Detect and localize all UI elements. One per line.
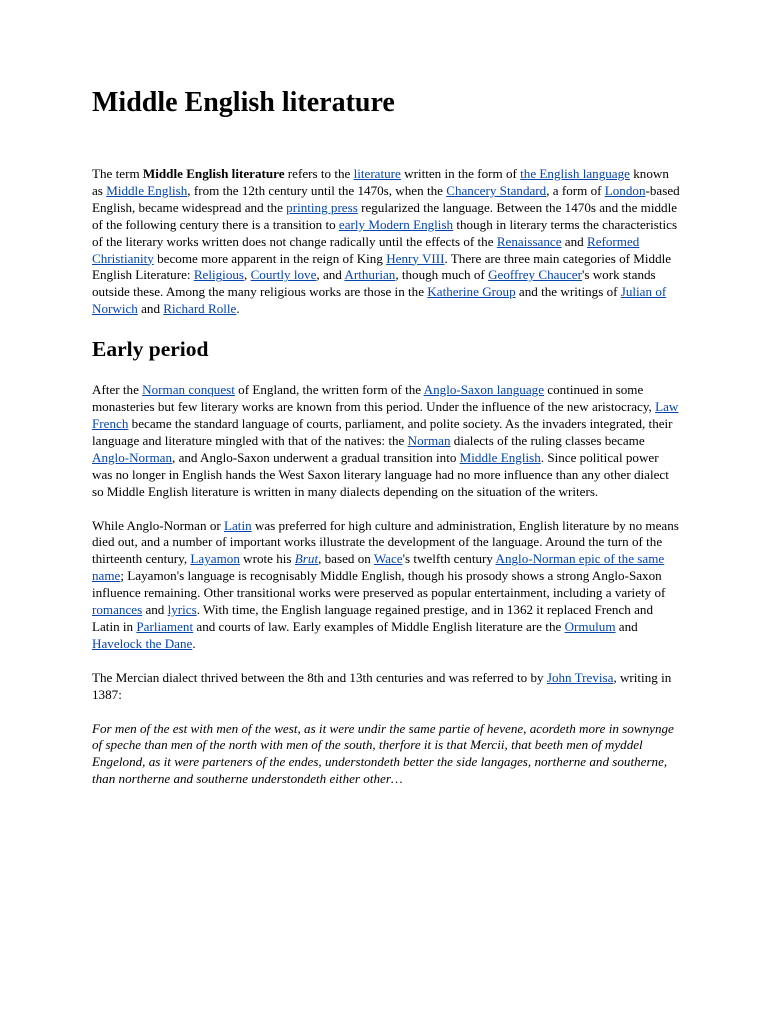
intro-paragraph [92, 166, 682, 318]
link-courtly-love[interactable]: Courtly love [250, 267, 317, 283]
text-run: known as [92, 166, 669, 198]
text-run: The Mercian dialect thrived between the 8th and 13th centuries and was referred to by [92, 669, 547, 685]
early-period-paragraph-1 [92, 382, 682, 500]
link-romances[interactable]: romances [92, 602, 143, 618]
article-body [92, 85, 682, 805]
text-run: 's twelfth century [402, 551, 496, 567]
text-run: . [236, 301, 240, 317]
text-run: -based English, became widespread and the [92, 182, 680, 215]
link-parliament[interactable]: Parliament [136, 618, 194, 634]
trevisa-quote: For men of the est with men of the west, as it were undir the same partie of hevene, acordeth more in sownynge of speche than men of the north with men of the south, therfore it is that Mercii, that beeth men of myddel Engelond, as it were parteners of the endes, understondeth better the side langages, northerne and southerne, than northerne and southerne understondeth either other… [92, 720, 674, 787]
link-lyrics[interactable]: lyrics [167, 602, 197, 618]
text-run: wrote his [239, 551, 295, 567]
link-norman-conquest[interactable]: Norman conquest [142, 382, 235, 398]
link-henry-viii[interactable]: Henry VIII [386, 250, 445, 266]
text-run: and [615, 618, 638, 634]
link-geoffrey-chaucer[interactable]: Geoffrey Chaucer [488, 267, 582, 283]
link-anglo-norman[interactable]: Anglo-Norman [92, 449, 173, 465]
text-run: dialects of the ruling classes became [450, 432, 645, 448]
mercian-paragraph [92, 670, 682, 704]
text-run: continued in some monasteries but few literary works are known from this period. Under the influence of the new aristocracy, [92, 382, 656, 415]
page-title: Middle English literature [92, 87, 395, 118]
text-run: and courts of law. Early examples of Middle English literature are the [193, 618, 565, 634]
link-middle-english[interactable]: Middle English [459, 449, 541, 465]
text-run: though in literary terms the characteristics of the literary works written does not change radically until the effects of the [92, 216, 678, 249]
early-period-paragraph-2 [92, 518, 682, 653]
text-run: and the writings of [515, 284, 621, 300]
link-wace[interactable]: Wace [373, 551, 403, 567]
link-richard-rolle[interactable]: Richard Rolle [163, 301, 237, 317]
text-run: . [192, 635, 196, 651]
text-run: . Since political power was no longer in English hands the West Saxon literary language had no more influence than any other dialect so Middle English literature is written in many dialects depending on the situation of the writers. [92, 449, 669, 499]
text-run: The term [92, 166, 143, 181]
link-havelock-the-dane[interactable]: Havelock the Dane [92, 635, 193, 651]
link-anglo-saxon-language[interactable]: Anglo-Saxon language [423, 382, 545, 398]
link-arthurian[interactable]: Arthurian [344, 267, 396, 283]
link-anglo-norman-epic[interactable]: Anglo-Norman epic of the same name [92, 551, 665, 584]
link-law-french[interactable]: Law French [92, 399, 679, 431]
text-run: , and [316, 267, 345, 283]
bold-term: Middle English literature [142, 166, 285, 181]
text-run: refers to the [284, 166, 354, 181]
text-run: , though much of [395, 267, 489, 283]
text-run: . There are three main categories of Middle English Literature: [92, 250, 672, 283]
text-run: , based on [318, 551, 374, 567]
link-layamon[interactable]: Layamon [190, 551, 240, 567]
text-run: become more apparent in the reign of King [153, 250, 387, 266]
text-run: , and Anglo-Saxon underwent a gradual transition into [172, 449, 460, 465]
link-katherine-group[interactable]: Katherine Group [427, 284, 516, 300]
text-run: . With time, the English language regained prestige, and in 1362 it replaced French and Latin in [92, 602, 654, 634]
text-run: , from the 12th century until the 1470s, when the [187, 182, 447, 198]
text-run: and [142, 602, 168, 618]
text-run: and [561, 233, 587, 249]
link-middle-english[interactable]: Middle English [106, 182, 188, 198]
text-run: While Anglo-Norman or [92, 517, 224, 533]
link-julian-of-norwich[interactable]: Julian of Norwich [92, 284, 667, 317]
text-run: written in the form of [400, 166, 521, 181]
link-chancery-standard[interactable]: Chancery Standard [446, 182, 547, 198]
text-run: and [137, 301, 164, 317]
link-literature[interactable]: literature [353, 166, 401, 181]
section-heading-early-period: Early period [92, 337, 209, 362]
text-run: , [244, 267, 251, 283]
link-the-english-language[interactable]: the English language [520, 166, 630, 181]
text-run: , a form of [546, 182, 605, 198]
text-run: , writing in 1387: [92, 669, 672, 702]
text-run: 's work stands outside these. Among the many religious works are those in the [92, 267, 656, 300]
link-brut[interactable]: Brut [294, 551, 319, 567]
text-run: ; Layamon's language is recognisably Middle English, though his prosody shows a strong Anglo-Saxon influence remaining. Other transitional works were preserved as popular entertainment, including a variety of [92, 568, 666, 601]
link-renaissance[interactable]: Renaissance [496, 233, 562, 249]
text-run: of England, the written form of the [234, 382, 424, 398]
link-norman[interactable]: Norman [407, 432, 451, 448]
link-early-modern-english[interactable]: early Modern English [338, 216, 454, 232]
text-run: regularized the language. Between the 1470s and the middle of the following century there is a transition to [92, 199, 678, 232]
link-latin[interactable]: Latin [224, 517, 252, 533]
text-run: became the standard language of courts, parliament, and polite society. As the invaders integrated, their language and literature mingled with that of the natives: the [92, 415, 673, 448]
text-run: was preferred for high culture and administration, English literature by no means died out, and a number of important works illustrate the development of the language. Around the turn of the thirteenth century, [92, 517, 679, 567]
text-run: After the [92, 382, 143, 398]
link-ormulum[interactable]: Ormulum [564, 618, 616, 634]
link-printing-press[interactable]: printing press [286, 199, 358, 215]
link-religious[interactable]: Religious [193, 267, 245, 283]
link-london[interactable]: London [604, 182, 646, 198]
link-reformed-christianity[interactable]: Reformed Christianity [92, 233, 640, 266]
link-john-trevisa[interactable]: John Trevisa [546, 669, 614, 685]
